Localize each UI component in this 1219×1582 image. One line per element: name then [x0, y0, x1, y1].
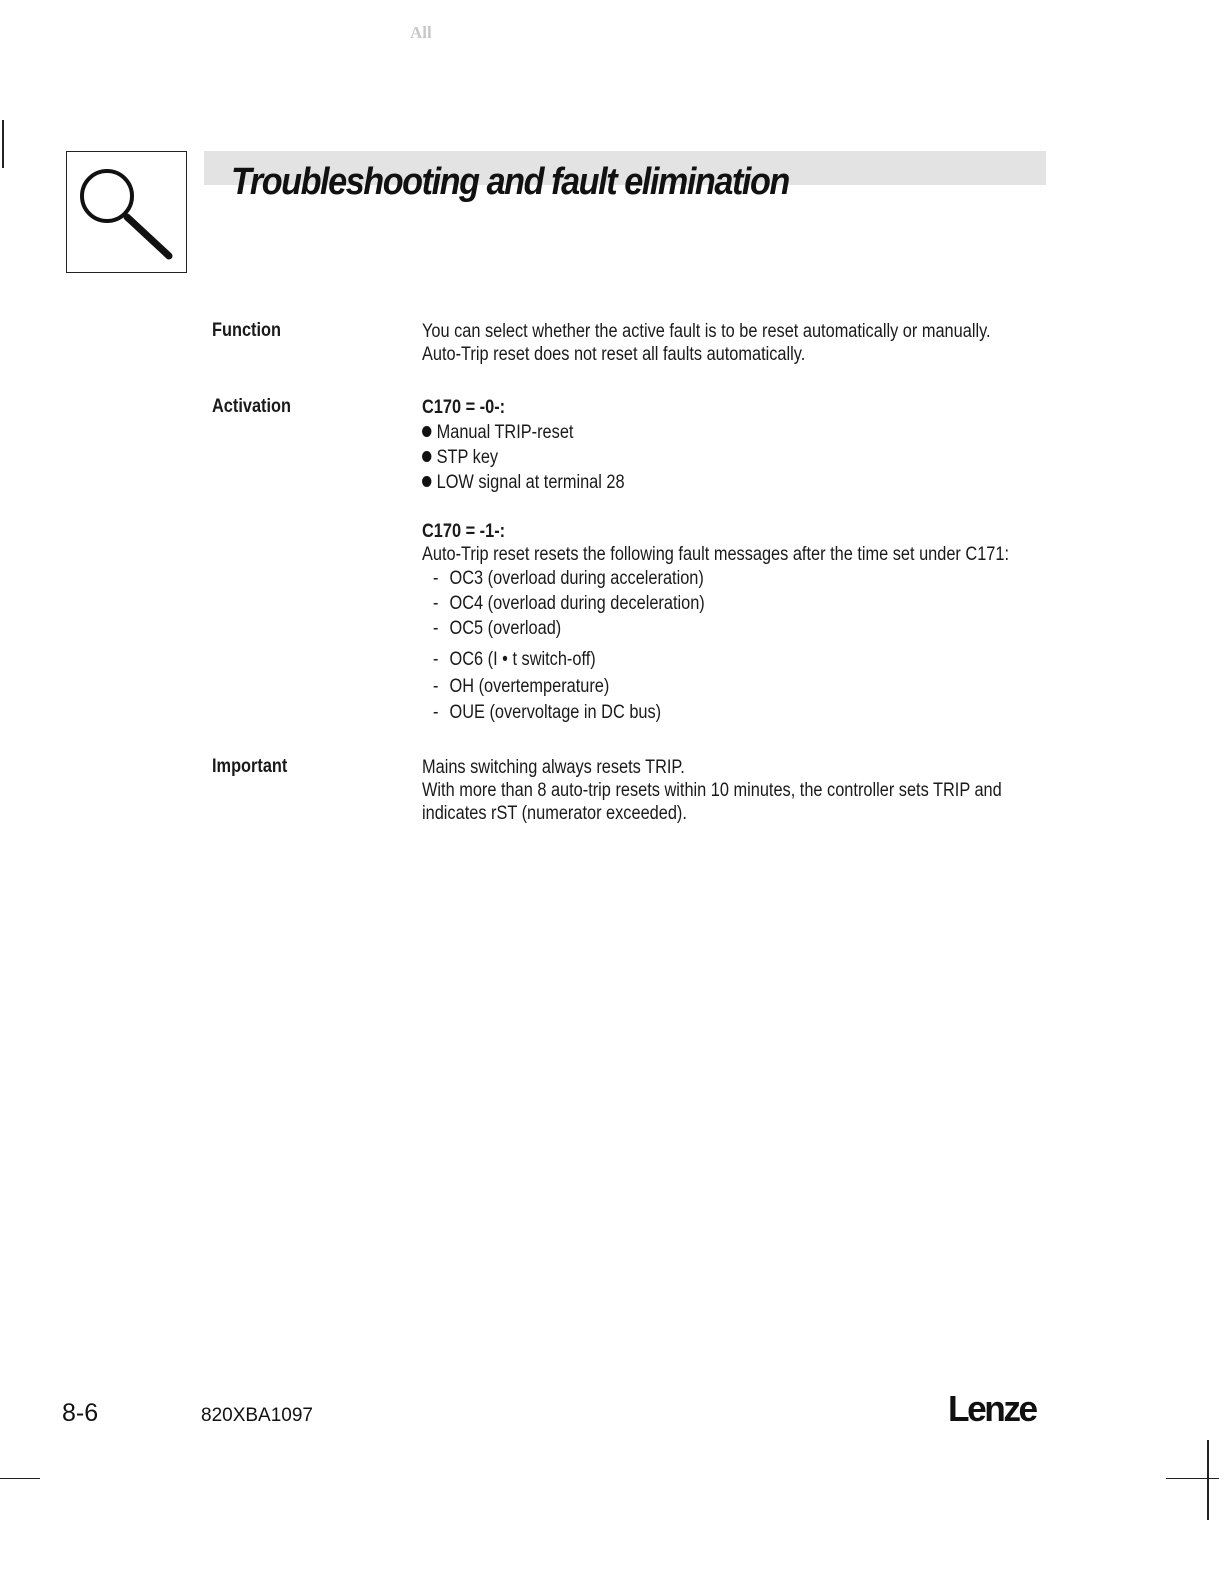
c170-1-intro: Auto-Trip reset resets the following fault messages after the time set under C171: — [422, 544, 1010, 565]
dash-marker: - — [433, 618, 439, 639]
important-line-3: indicates rST (numerator exceeded). — [422, 803, 687, 824]
document-code: 820XBA1097 — [201, 1405, 313, 1426]
dash-item-text: OC6 (I • t switch-off) — [449, 649, 596, 670]
dash-marker: - — [433, 649, 439, 670]
dash-item-text: OC4 (overload during deceleration) — [449, 593, 705, 614]
bullet-item — [422, 446, 625, 469]
important-label: Important — [212, 756, 288, 777]
dash-item — [422, 648, 1009, 671]
magnifier-icon-box — [66, 151, 187, 273]
function-line-2: Auto-Trip reset does not reset all faults automatically. — [422, 344, 806, 365]
dash-item — [422, 701, 1009, 724]
dash-item-text: OH (overtemperature) — [449, 676, 610, 697]
crop-mark-bottom-left-h — [0, 1478, 40, 1479]
dash-item-text: OUE (overvoltage in DC bus) — [449, 702, 662, 723]
dash-marker: - — [433, 593, 439, 614]
activation-c170-1-block — [422, 520, 1009, 724]
important-line-1: Mains switching always resets TRIP. — [422, 757, 685, 778]
bullet-item — [422, 471, 625, 494]
dash-marker: - — [433, 676, 439, 697]
page-title: Troubleshooting and fault elimination — [231, 161, 789, 203]
function-line-1: You can select whether the active fault is to be reset automatically or manually. — [422, 321, 991, 342]
activation-label: Activation — [212, 396, 291, 417]
watermark-text: All — [410, 23, 432, 42]
crop-mark-bottom-right-v — [1207, 1440, 1209, 1520]
c170-1-heading: C170 = -1-: — [422, 521, 506, 542]
important-line-2: With more than 8 auto-trip resets within 10 minutes, the controller sets TRIP and — [422, 780, 1002, 801]
activation-c170-0-block — [422, 396, 625, 494]
crop-mark-top-left — [2, 120, 4, 168]
c170-0-heading: C170 = -0-: — [422, 397, 506, 418]
crop-mark-bottom-right-h — [1166, 1478, 1219, 1479]
bullet-icon — [422, 476, 431, 487]
bullet-icon — [422, 426, 431, 437]
dash-item — [422, 592, 1009, 615]
dash-item — [422, 617, 1009, 640]
dash-item — [422, 675, 1009, 698]
function-text — [422, 320, 991, 366]
dash-item-text: OC5 (overload) — [449, 618, 562, 639]
bullet-item — [422, 421, 625, 444]
function-label: Function — [212, 320, 281, 341]
page-number: 8-6 — [62, 1399, 99, 1427]
dash-item — [422, 567, 1009, 590]
magnifier-icon — [67, 152, 185, 271]
dash-marker: - — [433, 702, 439, 723]
dash-item-text: OC3 (overload during acceleration) — [449, 568, 704, 589]
bullet-text: LOW signal at terminal 28 — [436, 472, 625, 493]
bullet-icon — [422, 451, 431, 462]
important-text — [422, 756, 1002, 825]
dash-marker: - — [433, 568, 439, 589]
bullet-text: Manual TRIP-reset — [436, 422, 574, 443]
lenze-logo: Lenze — [948, 1388, 1036, 1429]
bullet-text: STP key — [436, 447, 499, 468]
